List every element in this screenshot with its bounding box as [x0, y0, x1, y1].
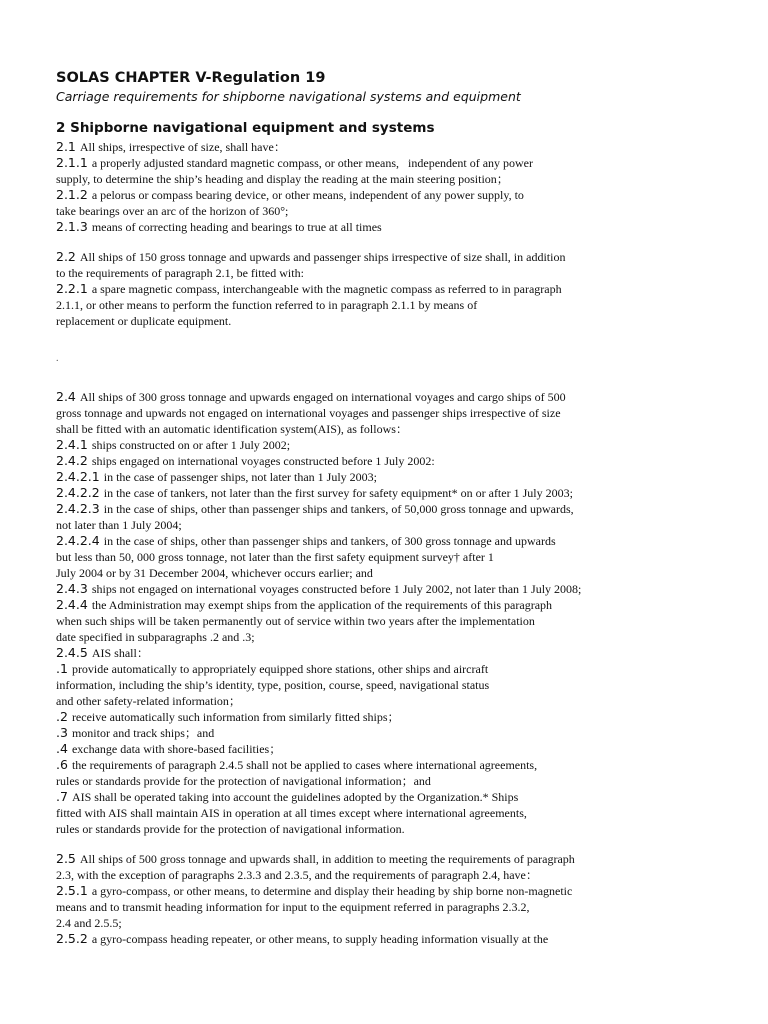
- paragraph-text: means and to transmit heading information for input to the equipment referred in paragraphs 2.3.2,: [56, 900, 530, 914]
- paragraph-line: [56, 565, 746, 581]
- paragraph-text: ships engaged on international voyages constructed before 1 July 2002:: [91, 454, 435, 468]
- paragraph-text: 2.4 and 2.5.5;: [56, 916, 122, 930]
- paragraph-text: but less than 50, 000 gross tonnage, not later than the first safety equipment survey† after 1: [56, 550, 494, 564]
- paragraph-number: 2.4.3: [56, 581, 88, 596]
- paragraph-line: [56, 581, 746, 597]
- paragraph-line: [56, 725, 746, 741]
- paragraph-line: [56, 549, 746, 565]
- paragraph-number: 2.1.3: [56, 219, 88, 234]
- paragraph-number: 2.2.1: [56, 281, 88, 296]
- paragraph-text: when such ships will be taken permanently out of service within two years after the implementation: [56, 614, 535, 628]
- paragraph-line: [56, 821, 746, 837]
- paragraph-text: a gyro-compass, or other means, to determine and display their heading by ship borne non-magnetic: [91, 884, 573, 898]
- paragraph-line: [56, 883, 746, 899]
- paragraph-gap: [56, 235, 746, 249]
- paragraph-text: means of correcting heading and bearings to true at all times: [91, 220, 382, 234]
- paragraph-line: [56, 597, 746, 613]
- paragraph: [56, 931, 746, 947]
- paragraph-line: [56, 533, 746, 549]
- paragraph-line: [56, 517, 746, 533]
- paragraph-line: [56, 265, 746, 281]
- paragraph-line: [56, 187, 746, 203]
- paragraph-text: in the case of ships, other than passenger ships and tankers, of 300 gross tonnage and upwards: [103, 534, 556, 548]
- paragraph: [56, 469, 746, 485]
- paragraph-text: supply, to determine the ship’s heading and display the reading at the main steering position；: [56, 172, 509, 186]
- paragraph-text: not later than 1 July 2004;: [56, 518, 182, 532]
- paragraph: [56, 281, 746, 329]
- paragraph-number: 2.4.2.1: [56, 469, 100, 484]
- paragraph-line: [56, 789, 746, 805]
- paragraph-line: [56, 805, 746, 821]
- paragraph-text: in the case of passenger ships, not later than 1 July 2003;: [103, 470, 378, 484]
- paragraph-number: 2.4.1: [56, 437, 88, 452]
- paragraph-line: [56, 485, 746, 501]
- paragraph-text: the requirements of paragraph 2.4.5 shall not be applied to cases where international agreements,: [71, 758, 538, 772]
- paragraph-line: [56, 613, 746, 629]
- paragraph-number: .3: [56, 725, 68, 740]
- paragraph: [56, 155, 746, 187]
- paragraph-line: [56, 297, 746, 313]
- paragraph-text: a spare magnetic compass, interchangeable with the magnetic compass as referred to in paragraph: [91, 282, 562, 296]
- paragraph-line: [56, 741, 746, 757]
- paragraph-line: [56, 709, 746, 725]
- paragraph: [56, 437, 746, 453]
- paragraph-gap: [56, 365, 746, 389]
- paragraph-text: replacement or duplicate equipment.: [56, 314, 232, 328]
- paragraph: [56, 789, 746, 837]
- paragraph-number: 2.4.2.2: [56, 485, 100, 500]
- paragraph-text: and other safety-related information；: [56, 694, 241, 708]
- paragraph-text: a properly adjusted standard magnetic compass, or other means, independent of any power: [91, 156, 534, 170]
- paragraph-line: [56, 453, 746, 469]
- paragraph-text: information, including the ship’s identity, type, position, course, speed, navigational status: [56, 678, 490, 692]
- paragraph-number: .1: [56, 661, 68, 676]
- paragraph-number: 2.1.1: [56, 155, 88, 170]
- paragraph-line: [56, 281, 746, 297]
- paragraph-text: provide automatically to appropriately equipped shore stations, other ships and aircraft: [71, 662, 489, 676]
- paragraph-number: 2.5: [56, 851, 76, 866]
- paragraph-text: receive automatically such information from similarly fitted ships；: [71, 710, 400, 724]
- paragraph: [56, 187, 746, 219]
- paragraph-text: date specified in subparagraphs .2 and .3;: [56, 630, 255, 644]
- paragraph-line: [56, 501, 746, 517]
- paragraph-line: [56, 693, 746, 709]
- regulation-text: [56, 139, 746, 947]
- paragraph-text: fitted with AIS shall maintain AIS in operation at all times except where international agreements,: [56, 806, 527, 820]
- paragraph: [56, 883, 746, 931]
- paragraph-number: 2.2: [56, 249, 76, 264]
- paragraph-number: 2.4.2: [56, 453, 88, 468]
- paragraph-number: .4: [56, 741, 68, 756]
- stray-mark: .: [56, 353, 59, 364]
- paragraph-number: 2.4.2.4: [56, 533, 100, 548]
- document-title: SOLAS CHAPTER V-Regulation 19: [56, 70, 326, 86]
- paragraph: [56, 597, 746, 645]
- paragraph-text: gross tonnage and upwards not engaged on international voyages and passenger ships irrespective of size: [56, 406, 561, 420]
- paragraph: [56, 139, 746, 155]
- paragraph-line: [56, 469, 746, 485]
- paragraph-text: ships not engaged on international voyages constructed before 1 July 2002, not later than 1 July 2008;: [91, 582, 582, 596]
- paragraph-line: [56, 677, 746, 693]
- paragraph: [56, 389, 746, 437]
- paragraph-number: 2.5.1: [56, 883, 88, 898]
- document-subtitle: Carriage requirements for shipborne navigational systems and equipment: [56, 89, 521, 104]
- paragraph-line: [56, 915, 746, 931]
- paragraph-number: 2.4: [56, 389, 76, 404]
- paragraph-text: rules or standards provide for the protection of navigational information；and: [56, 774, 431, 788]
- paragraph-line: [56, 313, 746, 329]
- paragraph-text: 2.1.1, or other means to perform the function referred to in paragraph 2.1.1 by means of: [56, 298, 478, 312]
- paragraph-line: [56, 851, 746, 867]
- paragraph-text: the Administration may exempt ships from the application of the requirements of this paragraph: [91, 598, 553, 612]
- paragraph: [56, 581, 746, 597]
- paragraph-line: [56, 139, 746, 155]
- paragraph: [56, 757, 746, 789]
- paragraph-text: in the case of tankers, not later than the first survey for safety equipment* on or after 1 July 2003;: [103, 486, 573, 500]
- paragraph-line: [56, 773, 746, 789]
- paragraph-line: [56, 389, 746, 405]
- paragraph: [56, 219, 746, 235]
- paragraph-line: [56, 219, 746, 235]
- paragraph-text: July 2004 or by 31 December 2004, whichever occurs earlier; and: [56, 566, 373, 580]
- paragraph: [56, 645, 746, 661]
- paragraph-number: .6: [56, 757, 68, 772]
- paragraph-line: [56, 405, 746, 421]
- section-heading: 2 Shipborne navigational equipment and systems: [56, 120, 435, 136]
- paragraph-line: [56, 899, 746, 915]
- paragraph-text: shall be fitted with an automatic identification system(AIS), as follows：: [56, 422, 408, 436]
- paragraph-number: 2.5.2: [56, 931, 88, 946]
- paragraph: [56, 453, 746, 469]
- paragraph-line: [56, 171, 746, 187]
- paragraph-text: rules or standards provide for the protection of navigational information.: [56, 822, 405, 836]
- paragraph-number: 2.4.5: [56, 645, 88, 660]
- paragraph: [56, 501, 746, 533]
- paragraph: [56, 533, 746, 581]
- paragraph-line: [56, 155, 746, 171]
- paragraph-text: a gyro-compass heading repeater, or other means, to supply heading information visually at the: [91, 932, 549, 946]
- paragraph-text: All ships of 300 gross tonnage and upwards engaged on international voyages and cargo ships of 500: [79, 390, 566, 404]
- paragraph-line: [56, 437, 746, 453]
- paragraph-line: [56, 629, 746, 645]
- paragraph-text: 2.3, with the exception of paragraphs 2.3.3 and 2.3.5, and the requirements of paragraph 2.4, have：: [56, 868, 538, 882]
- paragraph-text: take bearings over an arc of the horizon of 360°;: [56, 204, 289, 218]
- paragraph-text: exchange data with shore-based facilities；: [71, 742, 282, 756]
- paragraph-number: .7: [56, 789, 68, 804]
- paragraph-line: [56, 661, 746, 677]
- paragraph-line: [56, 645, 746, 661]
- paragraph: [56, 485, 746, 501]
- paragraph-text: monitor and track ships；and: [71, 726, 215, 740]
- paragraph-gap: [56, 329, 746, 353]
- paragraph-text: All ships, irrespective of size, shall have：: [79, 140, 286, 154]
- paragraph-number: 2.4.4: [56, 597, 88, 612]
- paragraph: [56, 661, 746, 709]
- paragraph-number: 2.4.2.3: [56, 501, 100, 516]
- paragraph: [56, 741, 746, 757]
- paragraph-text: in the case of ships, other than passenger ships and tankers, of 50,000 gross tonnage and upwards,: [103, 502, 574, 516]
- paragraph-number: 2.1: [56, 139, 76, 154]
- paragraph-line: [56, 757, 746, 773]
- paragraph: [56, 725, 746, 741]
- paragraph-text: ships constructed on or after 1 July 2002;: [91, 438, 291, 452]
- paragraph-text: All ships of 500 gross tonnage and upwards shall, in addition to meeting the requirements of paragraph: [79, 852, 575, 866]
- paragraph-line: [56, 931, 746, 947]
- paragraph-text: All ships of 150 gross tonnage and upwards and passenger ships irrespective of size shall, in addition: [79, 250, 566, 264]
- paragraph-gap: [56, 837, 746, 851]
- paragraph-number: 2.1.2: [56, 187, 88, 202]
- document-page: [56, 68, 746, 947]
- paragraph-text: AIS shall：: [91, 646, 149, 660]
- paragraph: [56, 851, 746, 883]
- paragraph-line: [56, 867, 746, 883]
- paragraph-number: .2: [56, 709, 68, 724]
- paragraph-text: AIS shall be operated taking into account the guidelines adopted by the Organization.* Ships: [71, 790, 519, 804]
- paragraph: [56, 709, 746, 725]
- paragraph-text: a pelorus or compass bearing device, or other means, independent of any power supply, to: [91, 188, 524, 202]
- paragraph-text: to the requirements of paragraph 2.1, be fitted with:: [56, 266, 304, 280]
- paragraph: [56, 249, 746, 281]
- paragraph-line: [56, 203, 746, 219]
- paragraph-line: [56, 249, 746, 265]
- paragraph-line: [56, 421, 746, 437]
